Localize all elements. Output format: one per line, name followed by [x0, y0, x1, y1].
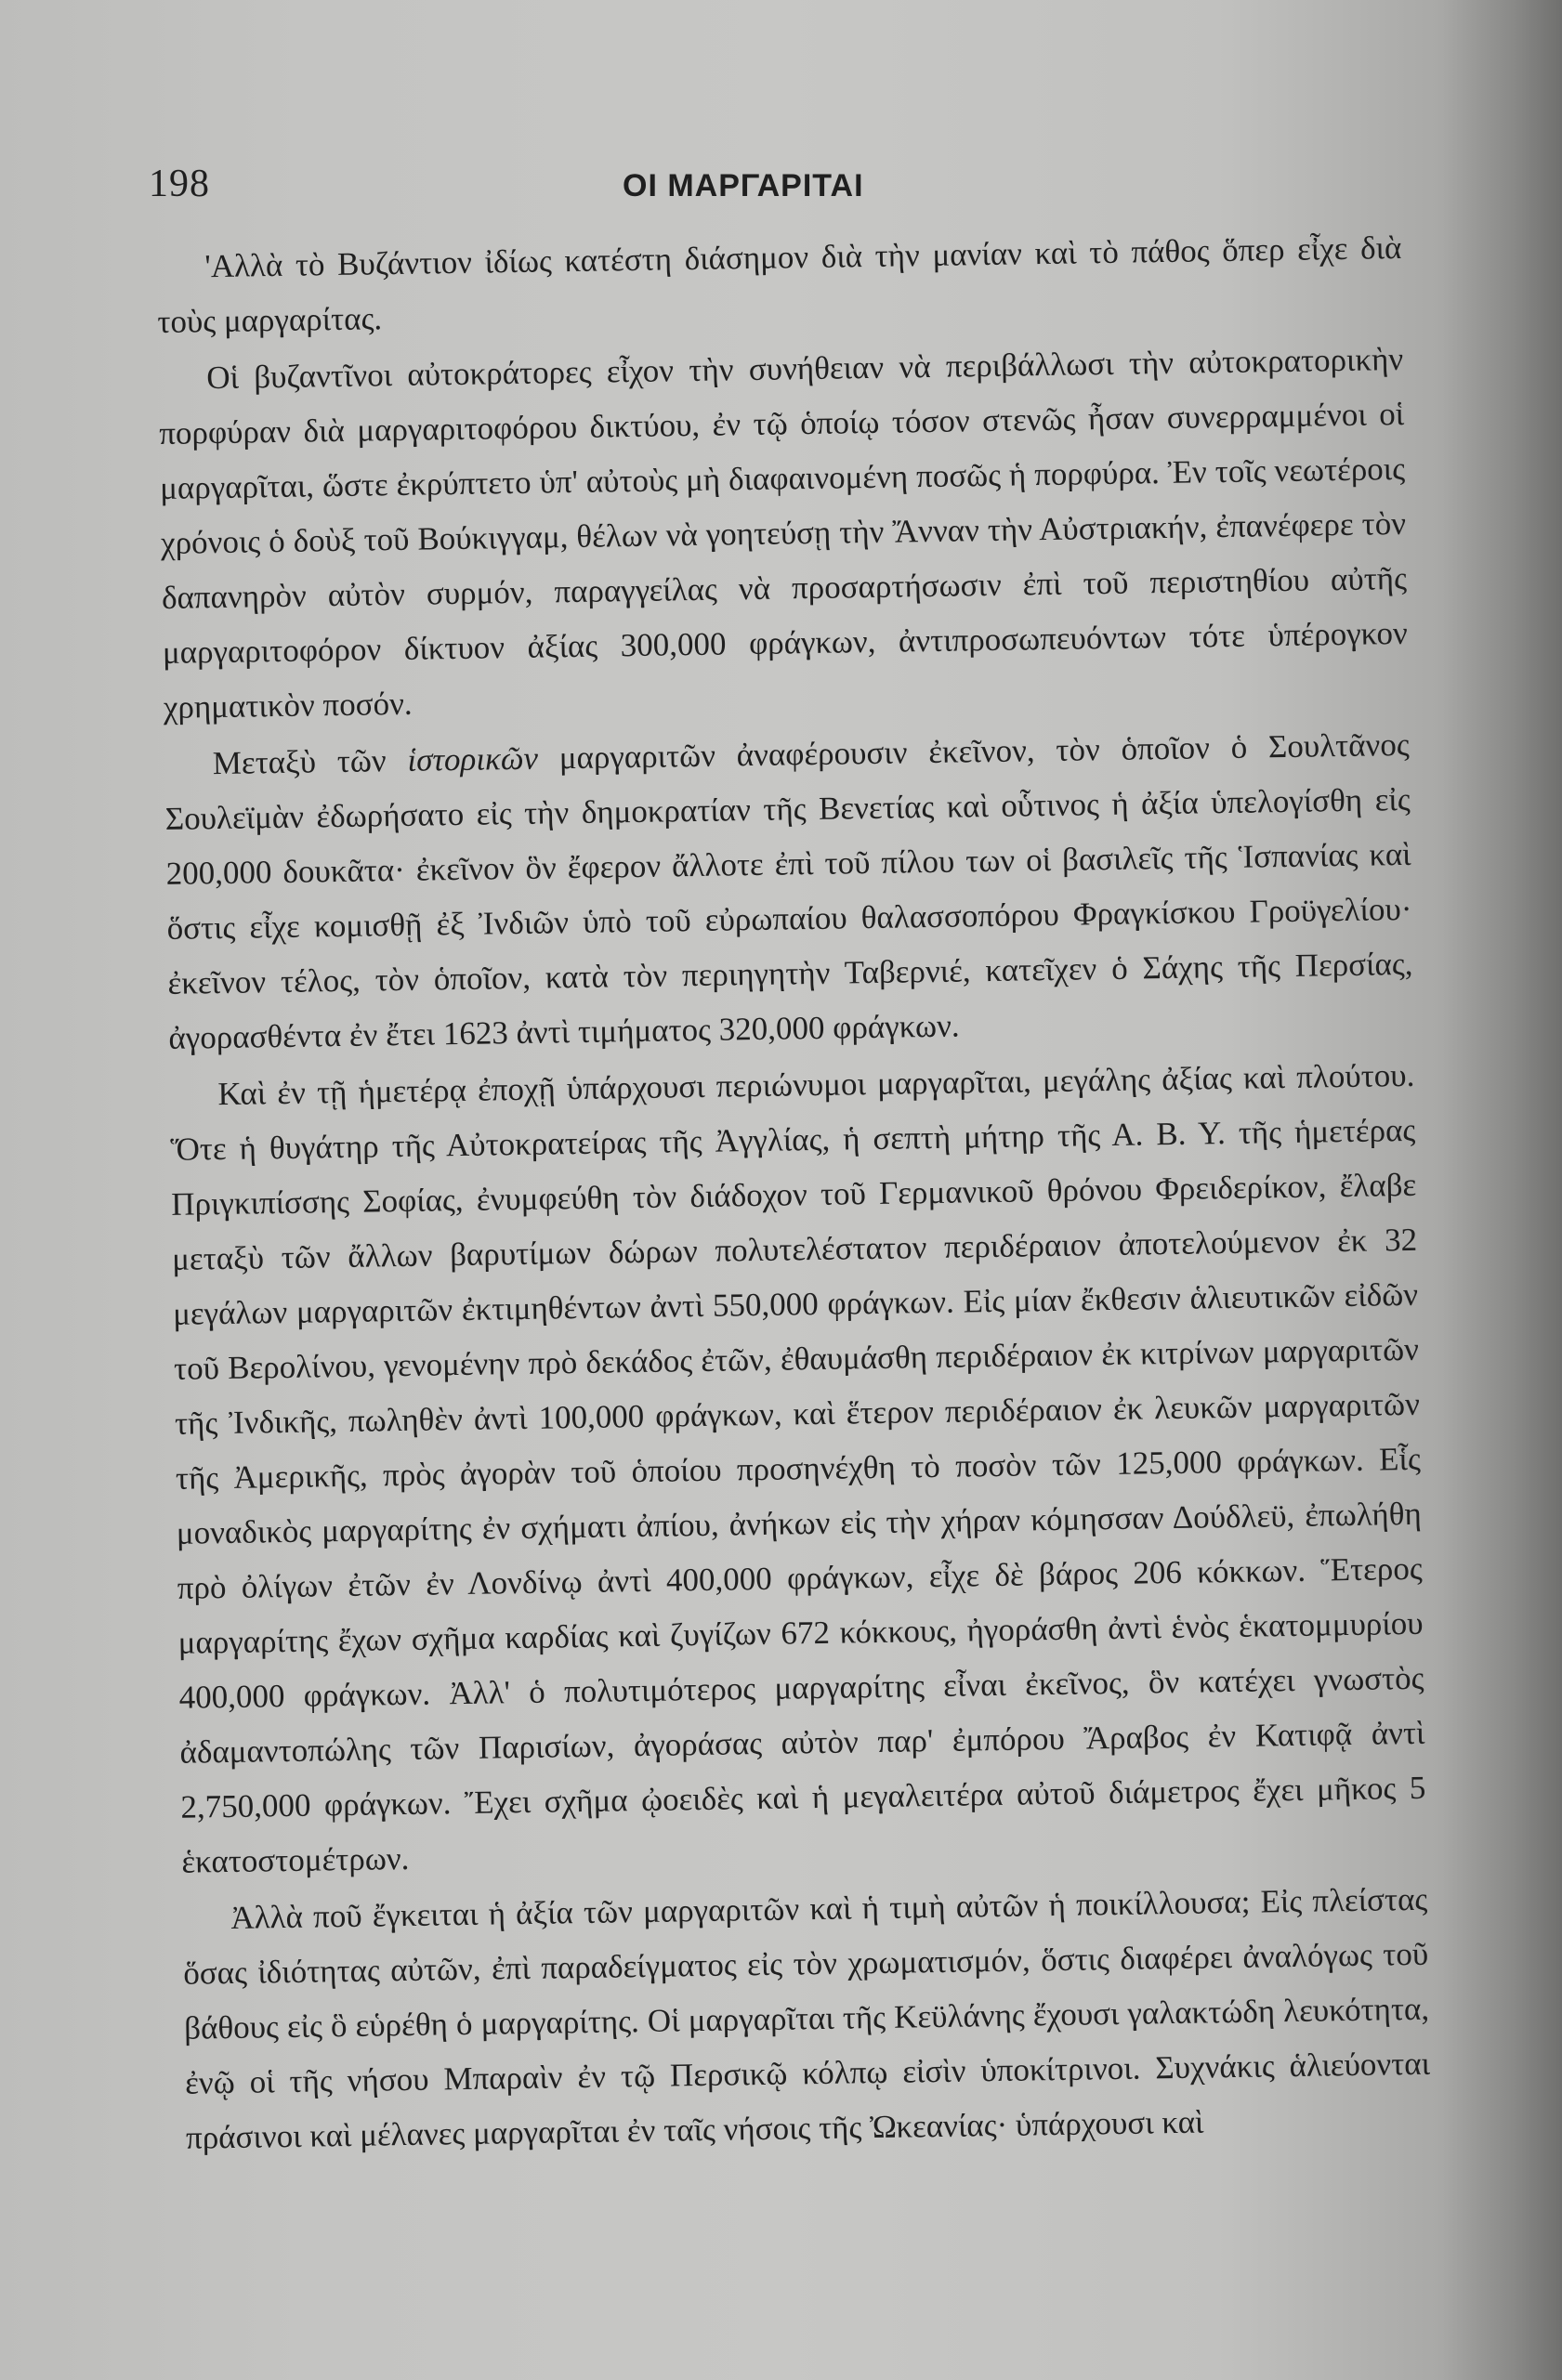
text-run: Μεταξὺ τῶν	[212, 741, 408, 782]
text-run: μαργαριτῶν ἀναφέρουσιν ἐκεῖνον, τὸν ὁποῖον ὁ Σουλτᾶνος Σουλεϊμὰν ἐδωρήσατο εἰς τὴν δημοκρατίαν τῆς Βενετίας καὶ οὗτινος ἡ ἀξία ὑπελογίσθη εἰς 200,000 δουκᾶτα· ἐκεῖνον ὃν ἔφερον ἄλλοτε ἐπὶ τοῦ πίλου των οἱ βασιλεῖς τῆς Ἱσπανίας καὶ ὅστις εἶχε κομισθῇ ἐξ Ἰνδιῶν ὑπὸ τοῦ εὐρωπαίου θαλασσοπόρου Φραγκίσκου Γροϋγελίου· ἐκεῖνον τέλος, τὸν ὁποῖον, κατὰ τὸν περιηγητὴν Ταβερνιέ, κατεῖχεν ὁ Σάχης τῆς Περσίας, ἀγορασθέντα ἐν ἔτει 1623 ἀντὶ τιμήματος 320,000 φράγκων.	[164, 726, 1413, 1056]
body-text	[156, 220, 1431, 2165]
paragraph: 'Αλλὰ τὸ Βυζάντιον ἰδίως κατέστη διάσημον διὰ τὴν μανίαν καὶ τὸ πάθος ὅπερ εἶχε διὰ τοὺς μαργαρίτας.	[157, 229, 1402, 340]
paragraph: Καὶ ἐν τῇ ἡμετέρᾳ ἐποχῇ ὑπάρχουσι περιώνυμοι μαργαρῖται, μεγάλης ἀξίας καὶ πλούτου. Ὅτε ἡ θυγάτηρ τῆς Αὐτοκρατείρας τῆς Ἀγγλίας, ἡ σεπτὴ μήτηρ τῆς Α. Β. Υ. τῆς ἡμετέρας Πριγκιπίσσης Σοφίας, ἐνυμφεύθη τὸν διάδοχον τοῦ Γερμανικοῦ θρόνου Φρειδερίκον, ἔλαβε μεταξὺ τῶν ἄλλων βαρυτίμων δώρων πολυτελέστατον περιδέραιον ἀποτελούμενον ἐκ 32 μεγάλων μαργαριτῶν ἐκτιμηθέντων ἀντὶ 550,000 φράγκων. Εἰς μίαν ἔκθεσιν ἁλιευτικῶν εἰδῶν τοῦ Βερολίνου, γενομένην πρὸ δεκάδος ἐτῶν, ἐθαυμάσθη περιδέραιον ἐκ κιτρίνων μαργαριτῶν τῆς Ἰνδικῆς, πωληθὲν ἀντὶ 100,000 φράγκων, καὶ ἕτερον περιδέραιον ἐκ λευκῶν μαργαριτῶν τῆς Ἀμερικῆς, πρὸς ἀγορὰν τοῦ ὁποίου προσηνέχθη τὸ ποσὸν τῶν 125,000 φράγκων. Εἷς μοναδικὸς μαργαρίτης ἐν σχήματι ἀπίου, ἀνήκων εἰς τὴν χήραν κόμησσαν Δούδλεϋ, ἐπωλήθη πρὸ ὀλίγων ἐτῶν ἐν Λονδίνῳ ἀντὶ 400,000 φράγκων, εἶχε δὲ βάρος 206 κόκκων. Ἕτερος μαργαρίτης ἔχων σχῆμα καρδίας καὶ ζυγίζων 672 κόκκους, ἠγοράσθη ἀντὶ ἑνὸς ἑκατομμυρίου 400,000 φράγκων. Ἀλλ' ὁ πολυτιμότερος μαργαρίτης εἶναι ἐκεῖνος, ὃν κατέχει γνωστὸς ἀδαμαντοπώλης τῶν Παρισίων, ἀγοράσας αὐτὸν παρ' ἐμπόρου Ἄραβος ἐν Κατιφᾷ ἀντὶ 2,750,000 φράγκων. Ἔχει σχῆμα ᾠοειδὲς καὶ ἡ μεγαλειτέρα αὐτοῦ διάμετρος ἔχει μῆκος 5 ἑκατοστομέτρων.	[170, 1056, 1426, 1880]
page-number: 198	[149, 163, 210, 205]
emphasized-word: ἱστορικῶν	[407, 739, 539, 778]
page-header	[149, 156, 1394, 212]
paragraph: Οἱ βυζαντῖνοι αὐτοκράτορες εἶχον τὴν συνήθειαν νὰ περιβάλλωσι τὴν αὐτοκρατορικὴν πορφύραν διὰ μαργαριτοφόρου δικτύου, ἐν τῷ ὁποίῳ τόσον στενῶς ἦσαν συνερραμμένοι οἱ μαργαρῖται, ὥστε ἐκρύπτετο ὑπ' αὐτοὺς μὴ διαφαινομένη ποσῶς ἡ πορφύρα. Ἐν τοῖς νεωτέροις χρόνοις ὁ δοὺξ τοῦ Βούκιγγαμ, θέλων νὰ γοητεύσῃ τὴν Ἄνναν τὴν Αὐστριακήν, ἐπανέφερε τὸν δαπανηρὸν αὐτὸν συρμόν, παραγγείλας νὰ προσαρτήσωσιν ἐπὶ τοῦ περιστηθίου αὐτῆς μαργαριτοφόρον δίκτυον ἀξίας 300,000 φράγκων, ἀντιπροσωπευόντων τότε ὑπέρογκον χρηματικὸν ποσόν.	[158, 340, 1409, 726]
binding-shadow	[1441, 0, 1562, 2380]
paragraph	[164, 717, 1413, 1066]
running-head: ΟΙ ΜΑΡΓΑΡΙΤΑΙ	[623, 168, 864, 203]
paragraph: Ἀλλὰ ποῦ ἔγκειται ἡ ἀξία τῶν μαργαριτῶν καὶ ἡ τιμὴ αὐτῶν ἡ ποικίλλουσα; Εἰς πλείστας ὅσας ἰδιότητας αὐτῶν, ἐπὶ παραδείγματος εἰς τὸν χρωματισμόν, ὅστις διαφέρει ἀναλόγως τοῦ βάθους εἰς ὃ εὑρέθη ὁ μαργαρίτης. Οἱ μαργαρῖται τῆς Κεϋλάνης ἔχουσι γαλακτώδη λευκότητα, ἐνῷ οἱ τῆς νήσου Μπαραὶν ἐν τῷ Περσικῷ κόλπῳ εἰσὶν ὑποκίτρινοι. Συχνάκις ἁλιεύονται πράσινοι καὶ μέλανες μαργαρῖται ἐν ταῖς νήσοις τῆς Ὠκεανίας· ὑπάρχουσι καὶ	[183, 1880, 1431, 2156]
